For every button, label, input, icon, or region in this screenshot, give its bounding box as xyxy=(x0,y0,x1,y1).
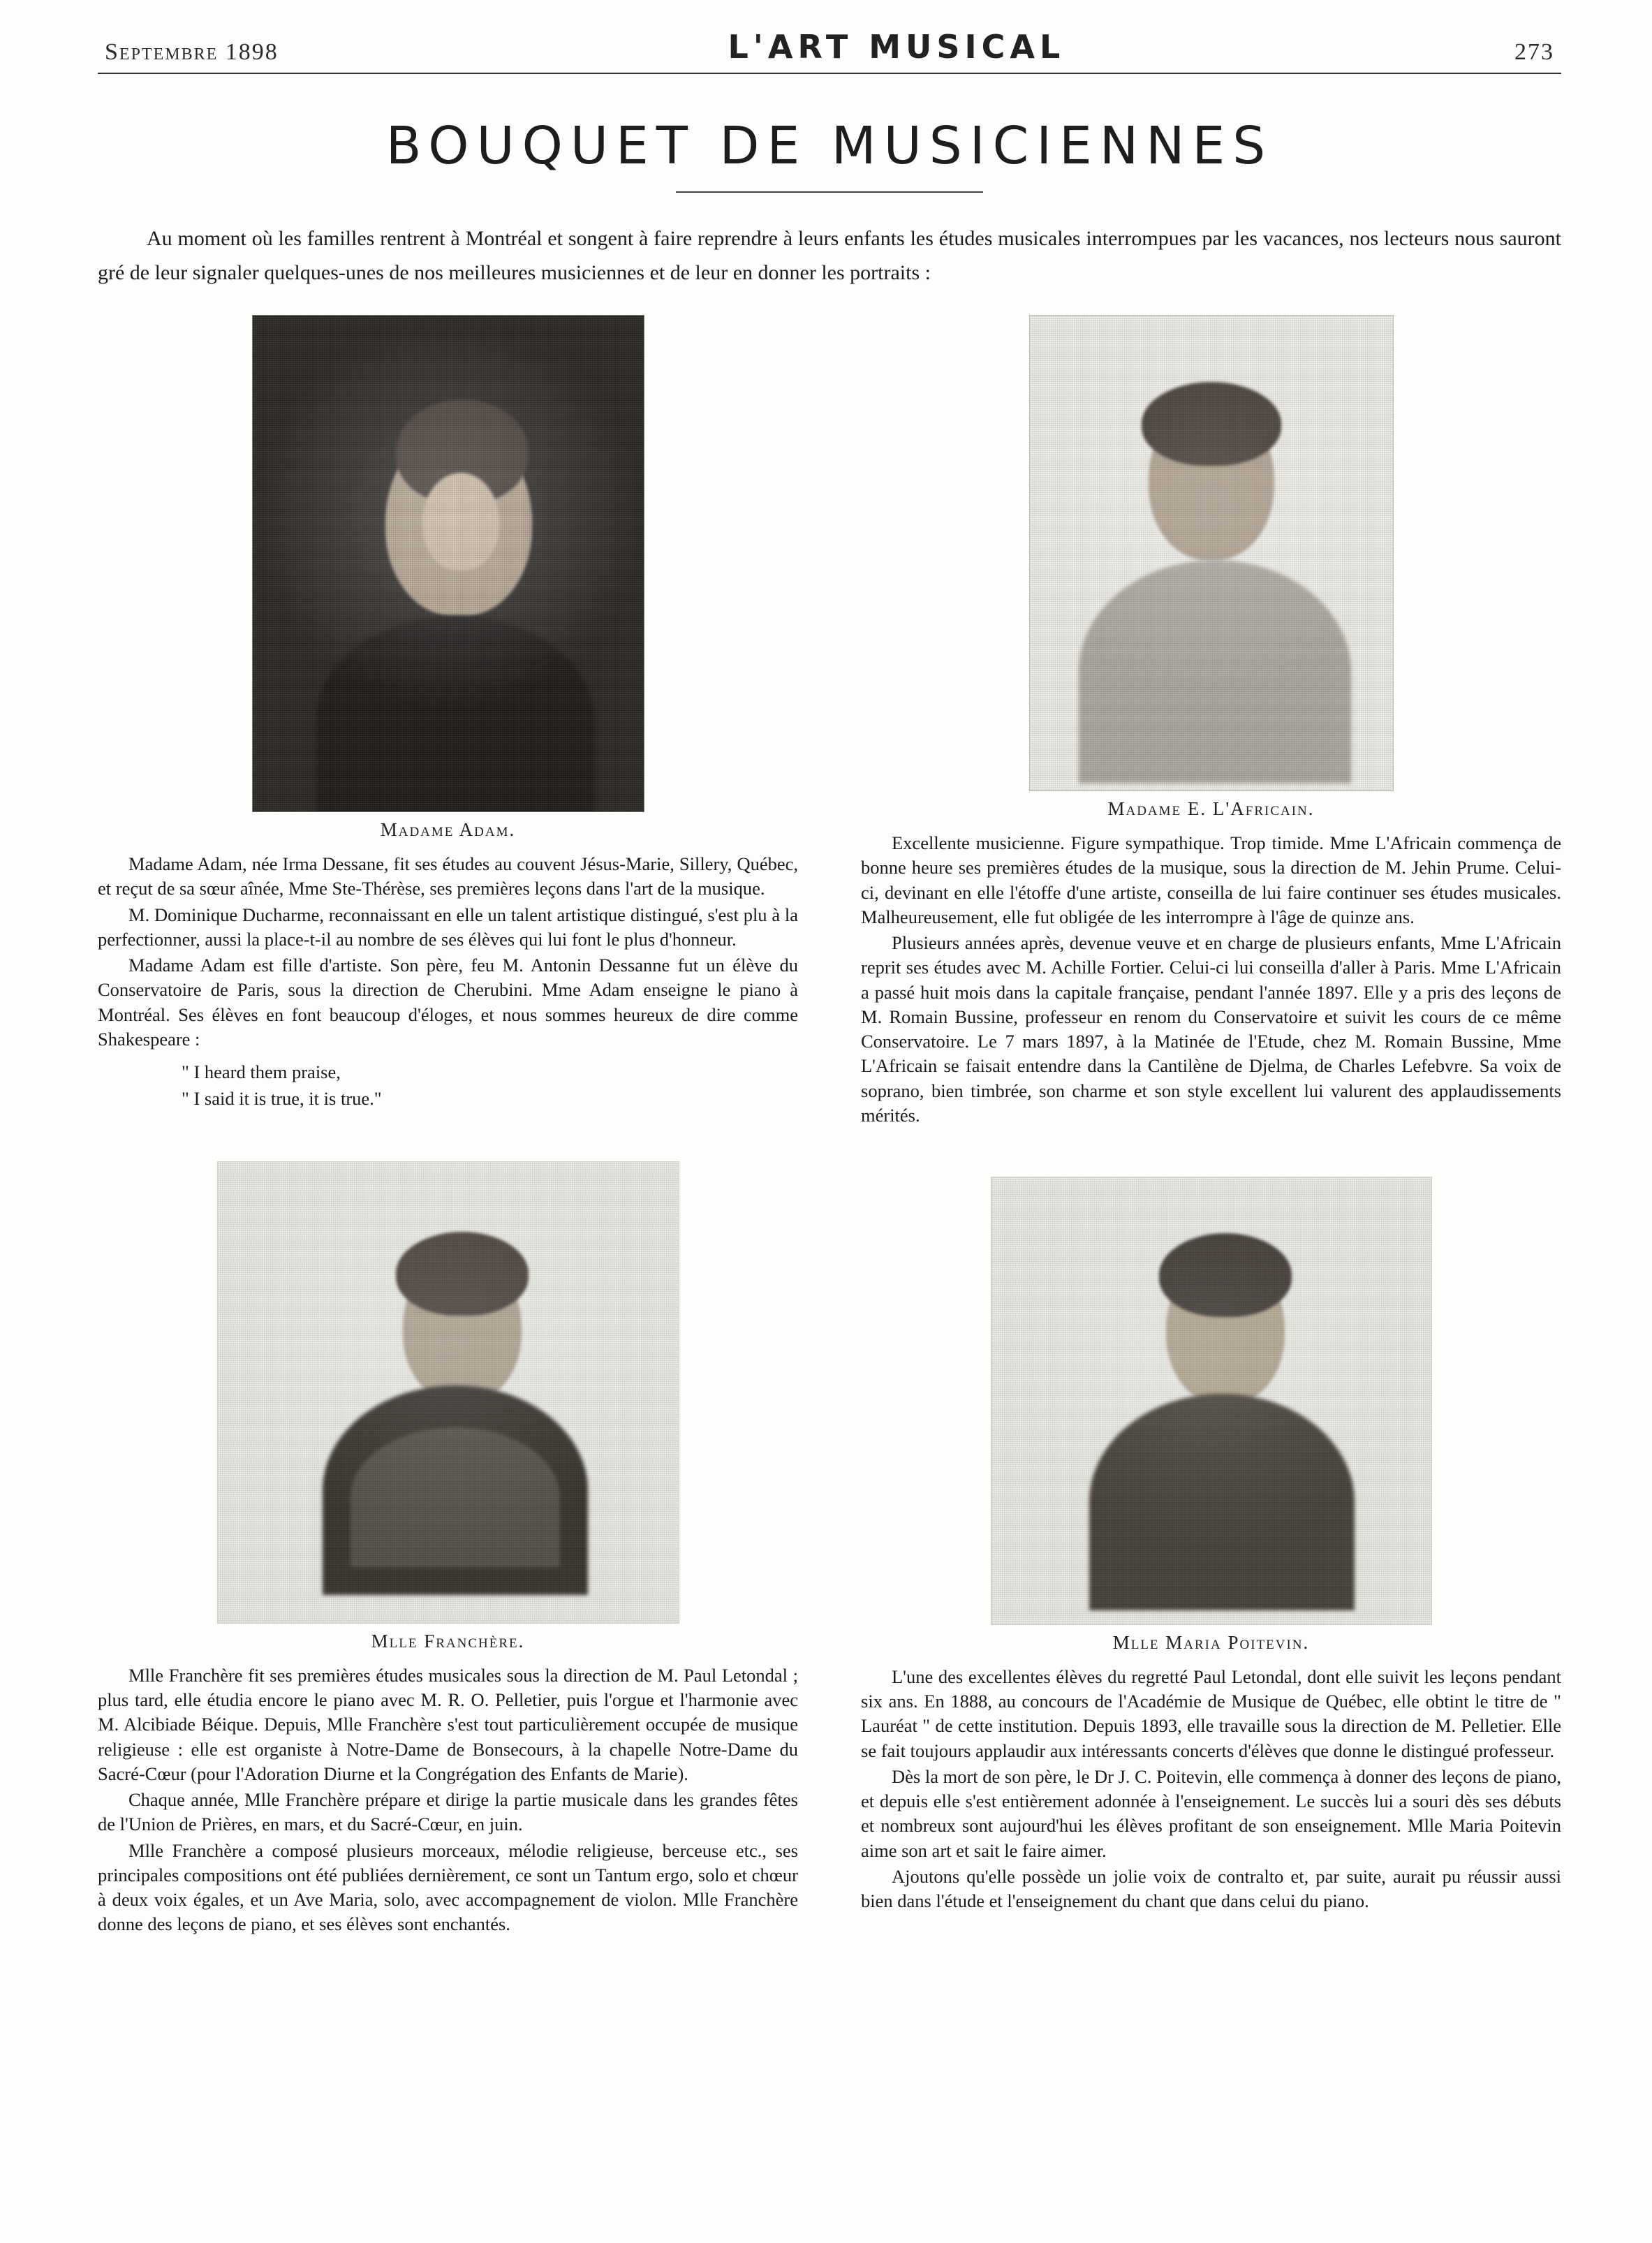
paragraph: Plusieurs années après, devenue veuve et en charge de plusieurs enfants, Mme L'Africain reprit ses études avec M. Achille Fortier. Celui-ci lui conseilla d'aller à Paris. Mme L'Africain a passé huit mois dans la capitale française, pendant l'année 1897. Elle y a pris des leçons de M. Romain Bussine, professeur en renom du Conservatoire et suivit les cours de ce même Conservatoire. Le 7 mars 1897, à la Matinée de l'Etude, chez M. Romain Bussine, Mme L'Africain se faisait entendre dans la Cantilène de Djelma, de Charles Lefebvre. Sa voix de soprano, bien timbrée, son charme et son style excellent lui valurent des applaudissements mérités. xyxy=(861,932,1561,1126)
paragraph: Mlle Franchère a composé plusieurs morceaux, mélodie religieuse, berceuse etc., ses principales compositions ont été publiées dernièrement, ce sont un Tantum ergo, solo et chœur à deux voix égales, et un Ave Maria, solo, avec accompagnement de violon. Mlle Franchère donne des leçons de piano, et ses élèves sont enchantés. xyxy=(98,1839,798,1935)
text-mlle-maria-poitevin xyxy=(861,1665,1561,1913)
portrait-madame-lafricain xyxy=(1029,315,1394,791)
portrait-wrap xyxy=(861,315,1561,791)
portrait-wrap xyxy=(98,315,798,812)
intro-paragraph xyxy=(98,222,1561,290)
quote-line: " I said it is true, it is true." xyxy=(182,1088,382,1110)
text-mlle-franchere xyxy=(98,1663,798,1937)
text-madame-lafricain xyxy=(861,831,1561,1128)
figure-block-madame-lafricain xyxy=(861,315,1561,1128)
paragraph: Dès la mort de son père, le Dr J. C. Poitevin, elle commença à donner des leçons de piano, et depuis elle s'est entièrement adonnée à l'enseignement. Le succès lui a souri dès ses débuts et nombreux sont aujourd'hui les élèves profitant de son enseignement. Mlle Maria Poitevin aime son art et sait le faire aimer. xyxy=(861,1765,1561,1861)
column-layout xyxy=(98,315,1561,1946)
paragraph: Excellente musicienne. Figure sympathique. Trop timide. Mme L'Africain commença de bonne heure ses premières études de la musique, sous la direction de M. Jehin Prume. Celui-ci, devinant en elle l'étoffe d'une artiste, conseilla de lui faire continuer ses études musicales. Malheureusement, elle fut obligée de les interrompre à l'âge de quinze ans. xyxy=(861,832,1561,927)
caption-madame-adam: Madame Adam. xyxy=(380,819,516,841)
portrait-madame-adam xyxy=(252,315,644,812)
caption-mlle-franchere: Mlle Franchère. xyxy=(371,1630,525,1652)
paragraph: L'une des excellentes élèves du regretté Paul Letondal, dont elle suivit les leçons pendant six ans. En 1888, au concours de l'Académie de Musique de Québec, elle obtint le titre de " Lauréat " de cette institution. Depuis 1893, elle travaille sous la direction de M. Pelletier. Elle se fait toujours applaudir aux intéressants concerts d'élèves que donne le distingué professeur. xyxy=(861,1666,1561,1761)
figure-block-madame-adam xyxy=(98,315,798,1112)
paragraph: Ajoutons qu'elle possède un jolie voix de contralto et, par suite, aurait pu réussir aussi bien dans l'étude et l'enseignement du chant que dans celui du piano. xyxy=(861,1865,1561,1912)
caption-mlle-maria-poitevin: Mlle Maria Poitevin. xyxy=(1112,1632,1310,1653)
quote-line: " I heard them praise, xyxy=(182,1061,341,1083)
page-number: 273 xyxy=(1514,39,1554,65)
caption-madame-lafricain: Madame E. L'Africain. xyxy=(1107,798,1315,820)
portrait-wrap xyxy=(98,1161,798,1624)
figure-block-mlle-franchere xyxy=(98,1161,798,1937)
portrait-mlle-franchere xyxy=(217,1161,679,1624)
shakespeare-quote xyxy=(182,1059,798,1112)
paragraph: M. Dominique Ducharme, reconnaissant en elle un talent artistique distingué, s'est plu à la perfectionner, aussi la place-t-il au nombre de ses élèves qui lui font le plus d'honneur. xyxy=(98,904,798,950)
article-title: BOUQUET DE MUSICIENNES xyxy=(385,116,1274,176)
paragraph: Mlle Franchère fit ses premières études musicales sous la direction de M. Paul Letondal ; plus tard, elle étudia encore le piano avec M. R. O. Pelletier, puis l'orgue et l'harmonie avec M. Alcibiade Béique. Depuis, Mlle Franchère s'est tout particulièrement occupée de musique religieuse : elle est organiste à Notre-Dame de Bonsecours, à la chapelle Notre-Dame du Sacré-Cœur (pour l'Adoration Diurne et la Congrégation des Enfants de Marie). xyxy=(98,1664,798,1784)
paragraph: Madame Adam est fille d'artiste. Son père, feu M. Antonin Dessanne fut un élève du Conservatoire de Paris, sous la direction de Cherubini. Mme Adam enseigne le piano à Montréal. Ses élèves en font beaucoup d'éloges, et nous sommes heureux de dire comme Shakespeare : xyxy=(98,955,798,1050)
text-madame-adam xyxy=(98,852,798,1112)
portrait-mlle-maria-poitevin xyxy=(991,1177,1432,1625)
figure-block-mlle-maria-poitevin xyxy=(861,1177,1561,1913)
intro-text: Au moment où les familles rentrent à Montréal et songent à faire reprendre à leurs enfants les études musicales interrompues par les vacances, nos lecteurs nous sauront gré de leur signaler quelques-unes de nos meilleures musiciennes et de leur en donner les portraits : xyxy=(98,227,1561,284)
portrait-wrap xyxy=(861,1177,1561,1625)
running-head xyxy=(98,28,1561,70)
paragraph: Madame Adam, née Irma Dessane, fit ses études au couvent Jésus-Marie, Sillery, Québec, et reçut de sa sœur aînée, Mme Ste-Thérèse, ses premières leçons dans l'art de la musique. xyxy=(98,853,798,899)
publication-title: L'ART MUSICAL xyxy=(728,28,1065,66)
title-divider xyxy=(676,191,983,193)
header-rule xyxy=(98,73,1561,74)
left-column xyxy=(98,315,798,1946)
issue-date: Septembre 1898 xyxy=(105,39,279,65)
paragraph: Chaque année, Mlle Franchère prépare et dirige la partie musicale dans les grandes fêtes de l'Union de Prières, en mars, et du Sacré-Cœur, en juin. xyxy=(98,1789,798,1835)
right-column xyxy=(861,315,1561,1946)
